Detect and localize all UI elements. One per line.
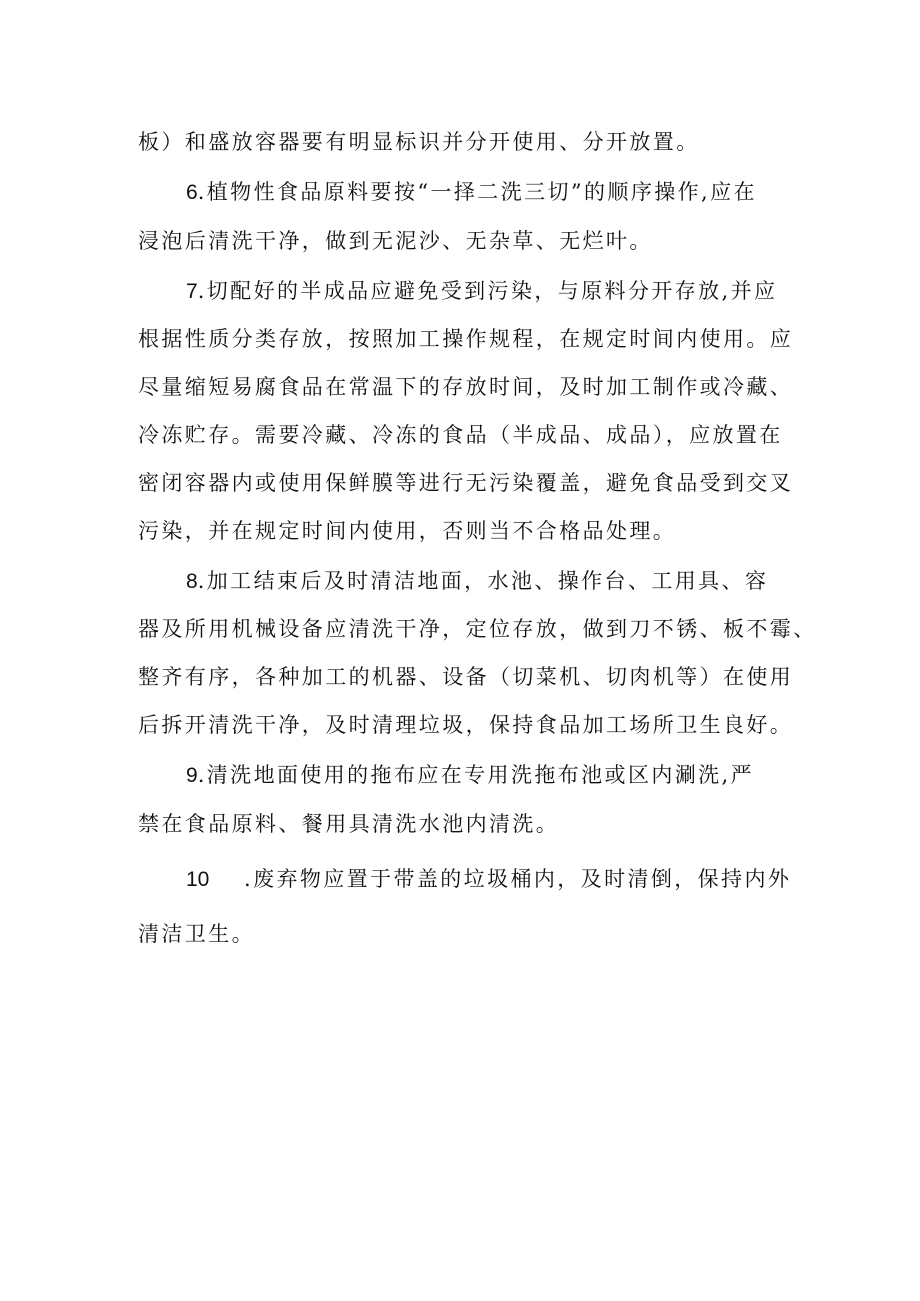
item-7-line-2	[138, 325, 794, 353]
line-text: 密闭容器内或使用保鲜膜等进行无污染覆盖，避免食品受到交叉	[138, 471, 794, 495]
item-8-line-1	[186, 567, 836, 596]
item-10-line-1	[186, 865, 836, 894]
line-text: 禁在食品原料、餐用具清洗水池内清洗。	[138, 812, 560, 836]
line-text: .植物性食品原料要按“一择二洗三切”的顺序操作,应在	[197, 180, 757, 204]
line-text: 尽量缩短易腐食品在常温下的存放时间，及时加工制作或冷藏、	[138, 375, 794, 399]
line-text: 冷冻贮存。需要冷藏、冷冻的食品（半成品、成品），应放置在	[138, 423, 783, 447]
line-text: .加工结束后及时清洁地面，水池、操作台、工用具、容	[197, 569, 769, 593]
item-8-line-4	[138, 711, 794, 739]
item-6-line-1	[186, 178, 836, 207]
item-7-line-4	[138, 421, 788, 449]
item-number: 10	[186, 868, 210, 891]
item-7-line-3	[138, 373, 794, 401]
line-text: 污染，并在规定时间内使用，否则当不合格品处理。	[138, 519, 677, 543]
line-text: .切配好的半成品应避免受到污染，与原料分开存放,并应	[197, 279, 778, 303]
line-text: 根据性质分类存放，按照加工操作规程，在规定时间内使用。应	[138, 327, 794, 351]
line-text: 板）和盛放容器要有明显标识并分开使用、分开放置。	[138, 130, 700, 154]
line-text: 浸泡后清洗干净，做到无泥沙、无杂草、无烂叶。	[138, 229, 653, 253]
item-7-line-5	[138, 469, 794, 497]
line-text: .废弃物应置于带盖的垃圾桶内，及时清倒，保持内外	[244, 867, 792, 891]
item-9-line-2	[138, 810, 788, 838]
line-text: 清洁卫生。	[138, 922, 255, 946]
item-7-line-1	[186, 277, 836, 306]
paragraph-continuation-line	[138, 128, 788, 156]
line-text: .清洗地面使用的拖布应在专用洗拖布池或区内涮洗,严	[197, 763, 755, 787]
item-9-line-1	[186, 761, 836, 790]
item-number: 9	[186, 764, 198, 787]
item-number: 7	[186, 280, 198, 303]
item-number: 6	[186, 181, 198, 204]
item-6-line-2	[138, 227, 788, 255]
item-number: 8	[186, 570, 198, 593]
item-7-line-6	[138, 517, 788, 545]
line-text: 整齐有序，各种加工的机器、设备（切菜机、切肉机等）在使用	[138, 665, 794, 689]
item-10-line-2	[138, 920, 788, 948]
item-8-line-3	[138, 663, 794, 691]
item-8-line-2	[138, 615, 817, 643]
line-text: 后拆开清洗干净，及时清理垃圾，保持食品加工场所卫生良好。	[138, 713, 794, 737]
line-text: 器及所用机械设备应清洗干净，定位存放，做到刀不锈、板不霉、	[138, 617, 817, 641]
